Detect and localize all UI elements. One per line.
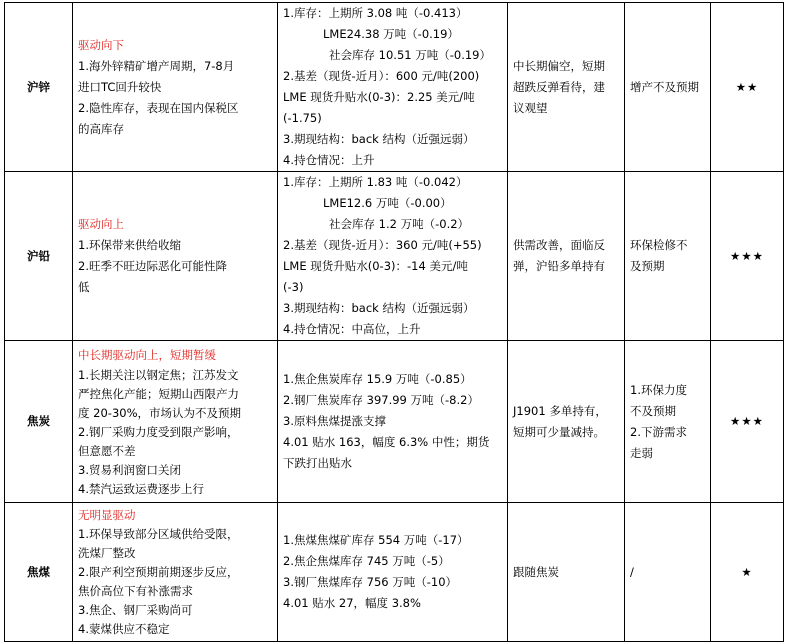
risk-line: 1.环保力度 (630, 382, 687, 397)
data-line: 4.01 贴水 163，幅度 6.3% 中性；期货 (283, 435, 490, 449)
logic-line: 1.海外锌精矿增产周期，7-8月 (78, 58, 235, 73)
logic-line: 焦价高位下有补涨需求 (78, 583, 193, 598)
logic-line: 的高库存 (78, 121, 124, 136)
logic-cell (73, 172, 278, 341)
strategy-line: 中长期偏空，短期 (513, 58, 605, 73)
strategy-line: 弹，沪铅多单持有 (513, 259, 605, 273)
rating-stars: ★★★ (711, 172, 784, 341)
logic-line: 4.禁汽运致运费逐步上行 (78, 481, 204, 496)
data-line: 4.持仓情况：上升 (283, 153, 375, 167)
data-line: 2.基差（现货-近月）：360 元/吨(+55) (283, 238, 482, 252)
data-line: LME 现货升贴水(0-3)：2.25 美元/吨 (283, 90, 475, 104)
logic-cell (73, 3, 278, 172)
drive-label: 驱动向上 (78, 217, 124, 231)
logic-line: 1.环保带来供给收缩 (78, 238, 181, 252)
logic-line: 2.隐性库存，表现在国内保税区 (78, 100, 239, 115)
rating-stars: ★ (711, 503, 784, 642)
risk-cell (625, 503, 711, 642)
data-line: (-3) (283, 280, 304, 294)
drive-label: 中长期驱动向上，短期暂缓 (78, 347, 216, 362)
data-line: 1.库存：上期所 3.08 吨（-0.413） (283, 6, 468, 20)
rating-stars: ★★ (711, 3, 784, 172)
data-line: 2.基差（现货-近月）：600 元/吨(200) (283, 69, 480, 83)
data-line: 1.焦煤焦煤矿库存 554 万吨（-17） (283, 533, 469, 547)
data-line: 3.期现结构：back 结构（近强远弱） (283, 132, 475, 146)
strategy-cell (508, 3, 625, 172)
risk-line: 增产不及预期 (630, 79, 699, 94)
logic-line: 2.钢厂采购力度受到限产影响， (78, 424, 239, 439)
logic-line: 3.贸易利润窗口关闭 (78, 462, 181, 477)
risk-cell (625, 341, 711, 503)
data-line: 1.焦企焦炭库存 15.9 万吨（-0.85） (283, 372, 472, 386)
data-line: 2.钢厂焦炭库存 397.99 万吨（-8.2） (283, 393, 479, 407)
logic-line: 2.旺季不旺边际恶化可能性降 (78, 259, 227, 273)
commodity-name: 焦煤 (5, 503, 73, 642)
commodity-name: 沪铅 (5, 172, 73, 341)
rating-stars: ★★★ (711, 341, 784, 503)
strategy-line: J1901 多单持有， (513, 403, 607, 418)
logic-line: 但意愿不差 (78, 443, 136, 458)
risk-line: 环保检修不 (630, 238, 688, 252)
commodity-analysis-table (4, 2, 784, 642)
logic-line: 2.限产利空预期前期逐步反应， (78, 564, 239, 579)
data-cell (278, 172, 508, 341)
strategy-line: 超跌反弹看待，建 (513, 79, 605, 94)
table-row (5, 3, 784, 172)
data-line: (-1.75) (283, 111, 322, 125)
logic-cell (73, 503, 278, 642)
strategy-cell (508, 341, 625, 503)
strategy-cell (508, 172, 625, 341)
data-cell (278, 503, 508, 642)
risk-cell (625, 172, 711, 341)
table-row (5, 172, 784, 341)
logic-line: 1.长期关注以钢定焦；江苏发文 (78, 367, 239, 382)
logic-line: 低 (78, 280, 90, 294)
data-line: LME 现货升贴水(0-3)：-14 美元/吨 (283, 259, 468, 273)
commodity-name: 焦炭 (5, 341, 73, 503)
logic-line: 洗煤厂整改 (78, 545, 136, 560)
logic-line: 1.环保导致部分区域供给受限， (78, 526, 239, 541)
data-line: LME24.38 万吨（-0.19） (323, 27, 459, 41)
risk-line: 及预期 (630, 259, 665, 273)
risk-line: 走弱 (630, 445, 653, 460)
drive-label: 驱动向下 (78, 37, 124, 52)
logic-line: 度 20-30%，市场认为不及预期 (78, 405, 241, 420)
risk-line: 不及预期 (630, 403, 676, 418)
data-line: 社会库存 1.2 万吨（-0.2） (329, 217, 470, 231)
data-line: 3.期现结构：back 结构（近强远弱） (283, 301, 475, 315)
drive-label: 无明显驱动 (78, 507, 136, 522)
risk-line: / (630, 564, 634, 579)
logic-line: 进口TC回升较快 (78, 79, 162, 94)
data-line: 社会库存 10.51 万吨（-0.19） (329, 48, 491, 62)
logic-line: 严控焦化产能；短期山西限产力 (78, 386, 239, 401)
logic-line: 3.焦企、钢厂采购尚可 (78, 602, 193, 617)
data-line: 3.钢厂焦煤库存 756 万吨（-10） (283, 575, 458, 589)
commodity-name: 沪锌 (5, 3, 73, 172)
strategy-cell (508, 503, 625, 642)
data-line: LME12.6 万吨（-0.00） (323, 196, 452, 210)
data-line: 2.焦企焦煤库存 745 万吨（-5） (283, 554, 450, 568)
data-cell (278, 3, 508, 172)
strategy-line: 供需改善，面临反 (513, 238, 605, 252)
strategy-line: 跟随焦炭 (513, 564, 559, 579)
risk-cell (625, 3, 711, 172)
data-cell (278, 341, 508, 503)
risk-line: 2.下游需求 (630, 424, 687, 439)
strategy-line: 议观望 (513, 100, 548, 115)
data-line: 4.01 贴水 27，幅度 3.8% (283, 596, 421, 610)
data-line: 1.库存：上期所 1.83 吨（-0.042） (283, 175, 468, 189)
table-row (5, 341, 784, 503)
table-row (5, 503, 784, 642)
strategy-line: 短期可少量减持。 (513, 424, 605, 439)
logic-line: 4.蒙煤供应不稳定 (78, 621, 170, 636)
logic-cell (73, 341, 278, 503)
data-line: 4.持仓情况：中高位，上升 (283, 322, 421, 336)
data-line: 3.原料焦煤提涨支撑 (283, 414, 386, 428)
data-line: 下跌打出贴水 (283, 456, 352, 470)
